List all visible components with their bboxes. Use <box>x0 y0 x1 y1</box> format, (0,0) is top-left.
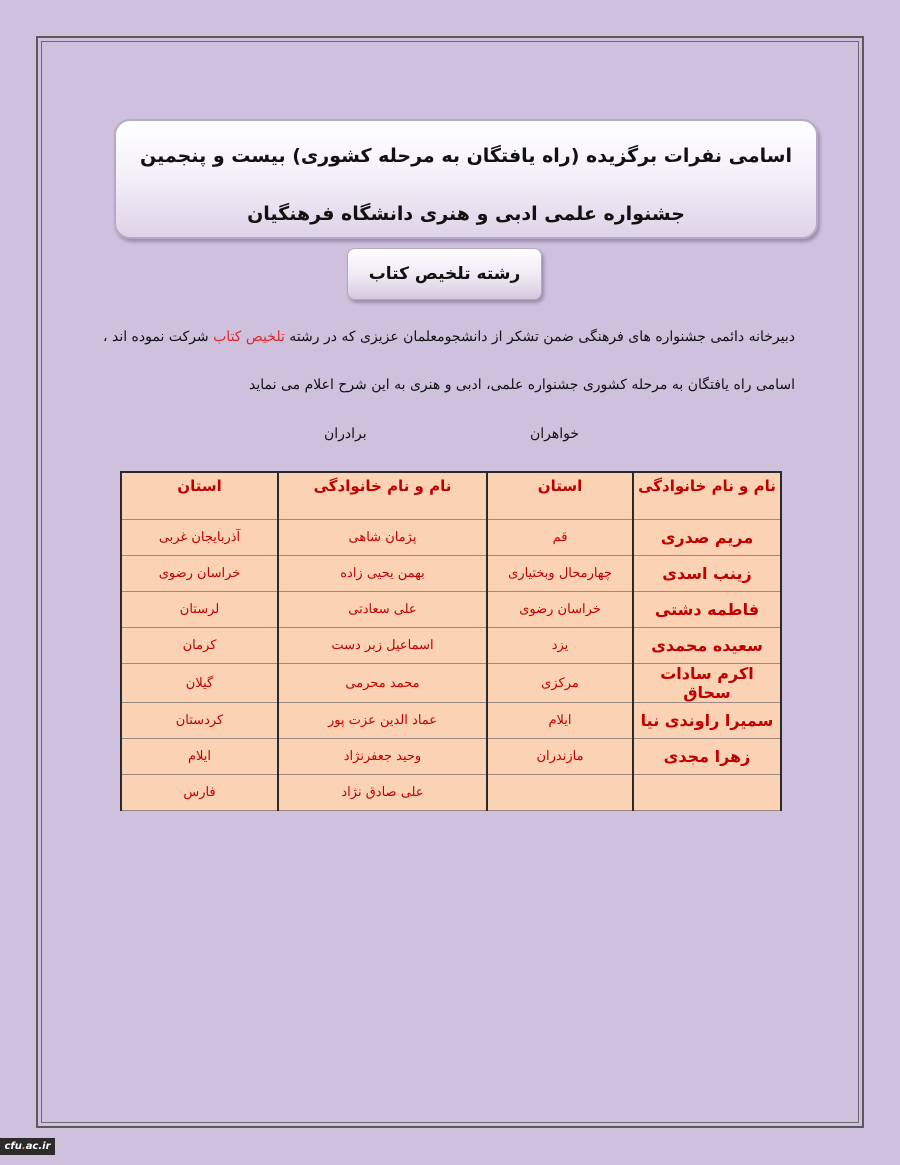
results-table <box>120 471 782 811</box>
sister-name <box>633 775 781 811</box>
brother-name: محمد محرمی <box>278 664 487 703</box>
logo-prefix: cfu <box>4 1141 22 1152</box>
logo-suffix: ac.ir <box>25 1141 51 1152</box>
table-header-row <box>121 472 781 520</box>
intro-paragraph-line-2: اسامی راه یافتگان به مرحله کشوری جشنواره علمی، ادبی و هنری به این شرح اعلام می نماید <box>249 377 795 393</box>
brother-province: فارس <box>121 775 278 811</box>
sister-name: اکرم سادات سحاق <box>633 664 781 703</box>
table-row <box>121 520 781 556</box>
title-line-1: اسامی نفرات برگزیده (راه یافتگان به مرحله کشوری) بیست و پنجمین <box>140 145 792 167</box>
brother-province: ایلام <box>121 739 278 775</box>
sister-province: یزد <box>487 628 633 664</box>
sisters-label: خواهران <box>530 426 580 442</box>
table-row <box>121 664 781 703</box>
brother-name: علی صادق نژاد <box>278 775 487 811</box>
sister-province: خراسان رضوی <box>487 592 633 628</box>
site-logo[interactable] <box>0 1138 55 1155</box>
table-row <box>121 703 781 739</box>
brother-province: خراسان رضوی <box>121 556 278 592</box>
sister-name: زهرا مجدی <box>633 739 781 775</box>
sister-province <box>487 775 633 811</box>
title-banner <box>114 119 818 239</box>
header-province-sisters: استان <box>487 472 633 520</box>
brother-province: کرمان <box>121 628 278 664</box>
brother-province: گیلان <box>121 664 278 703</box>
sister-province: مرکزی <box>487 664 633 703</box>
sister-province: ایلام <box>487 703 633 739</box>
title-line-2: جشنواره علمی ادبی و هنری دانشگاه فرهنگیان <box>247 203 685 225</box>
logo-dot: . <box>21 1141 26 1152</box>
table-row <box>121 775 781 811</box>
brother-name: علی سعادتی <box>278 592 487 628</box>
brother-name: بهمن یحیی زاده <box>278 556 487 592</box>
intro-paragraph-line-1 <box>100 329 795 345</box>
header-province-brothers: استان <box>121 472 278 520</box>
sister-province: مازندران <box>487 739 633 775</box>
sister-name: سعیده محمدی <box>633 628 781 664</box>
sister-name: فاطمه دشتی <box>633 592 781 628</box>
intro-text-2: شرکت نموده اند ، <box>103 329 214 345</box>
sister-name: سمیرا راوندی نیا <box>633 703 781 739</box>
sister-name: زینب اسدی <box>633 556 781 592</box>
brothers-label: برادران <box>324 426 367 442</box>
sister-province: چهارمحال وبختیاری <box>487 556 633 592</box>
brother-name: پژمان شاهی <box>278 520 487 556</box>
table-row <box>121 739 781 775</box>
header-name-brothers: نام و نام خانوادگی <box>278 472 487 520</box>
brother-name: اسماعیل زبر دست <box>278 628 487 664</box>
brother-province: لرستان <box>121 592 278 628</box>
header-name-sisters: نام و نام خانوادگی <box>633 472 781 520</box>
sister-name: مریم صدری <box>633 520 781 556</box>
category-badge: رشته تلخیص کتاب <box>347 248 542 300</box>
brother-province: آذربایجان غربی <box>121 520 278 556</box>
intro-highlight: تلخیص کتاب <box>213 329 285 345</box>
sister-province: قم <box>487 520 633 556</box>
brother-province: کردستان <box>121 703 278 739</box>
table-row <box>121 556 781 592</box>
brother-name: عماد الدین عزت پور <box>278 703 487 739</box>
table-row <box>121 592 781 628</box>
table-row <box>121 628 781 664</box>
intro-text-1: دبیرخانه دائمی جشنواره های فرهنگی ضمن تشکر از دانشجومعلمان عزیزی که در رشته <box>284 329 795 345</box>
brother-name: وحید جعفرنژاد <box>278 739 487 775</box>
